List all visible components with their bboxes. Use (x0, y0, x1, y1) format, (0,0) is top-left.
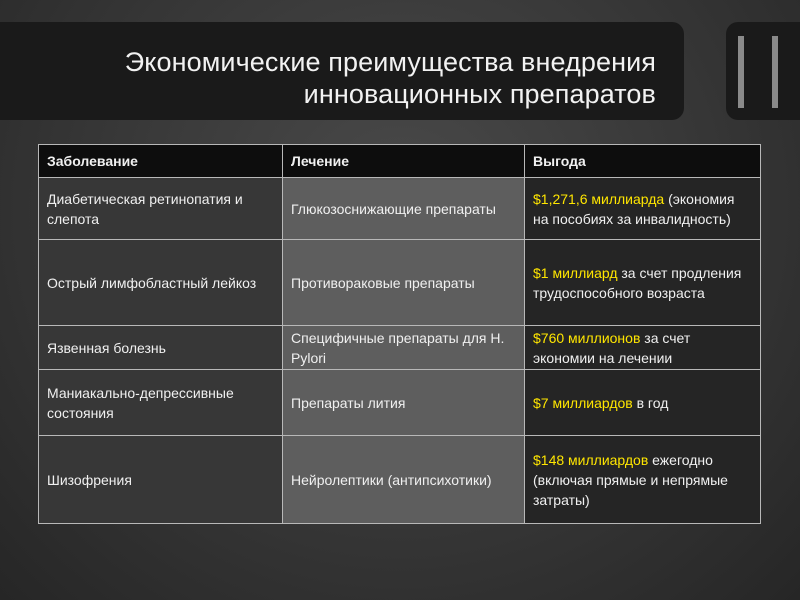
decorative-bars (726, 22, 800, 120)
disease-cell: Маниакально-депрессивные состояния (39, 370, 283, 436)
benefit-note: в год (632, 394, 669, 411)
benefits-table (38, 144, 761, 524)
title-bar (0, 22, 684, 120)
table-row (39, 326, 761, 370)
benefit-cell (525, 370, 761, 436)
disease-cell: Шизофрения (39, 436, 283, 524)
decorative-bar-right (772, 36, 778, 108)
disease-cell: Диабетическая ретинопатия и слепота (39, 178, 283, 240)
benefit-cell (525, 326, 761, 370)
treatment-cell: Препараты лития (283, 370, 525, 436)
table-row (39, 436, 761, 524)
benefit-cell (525, 240, 761, 326)
header-disease: Заболевание (39, 145, 283, 178)
treatment-cell: Противораковые препараты (283, 240, 525, 326)
benefit-note: за счет экономии на лечении (533, 329, 691, 366)
benefit-note: (экономия на пособиях за инвалидность) (533, 190, 735, 227)
header-treatment: Лечение (283, 145, 525, 178)
benefit-cell (525, 436, 761, 524)
disease-cell: Острый лимфобластный лейкоз (39, 240, 283, 326)
benefit-amount: $148 миллиардов (533, 451, 649, 468)
benefit-amount: $760 миллионов (533, 329, 641, 346)
treatment-cell: Глюкозоснижающие препараты (283, 178, 525, 240)
table-row (39, 240, 761, 326)
decorative-bar-left (738, 36, 744, 108)
slide-title-line-2: инновационных препаратов (303, 79, 656, 109)
benefit-amount: $1 миллиард (533, 264, 618, 281)
benefit-cell (525, 178, 761, 240)
benefit-note: ежегодно (включая прямые и непрямые затраты) (533, 451, 728, 508)
table-header-row (39, 145, 761, 178)
treatment-cell: Нейролептики (антипсихотики) (283, 436, 525, 524)
benefit-note: за счет продления трудоспособного возраста (533, 264, 742, 301)
slide-title-line-1: Экономические преимущества внедрения (124, 47, 656, 77)
benefit-amount: $7 миллиардов (533, 394, 633, 411)
header-benefit: Выгода (525, 145, 761, 178)
disease-cell: Язвенная болезнь (39, 326, 283, 370)
treatment-cell: Специфичные препараты для H. Pylori (283, 326, 525, 370)
slide-title (125, 46, 656, 110)
table-row (39, 370, 761, 436)
benefit-amount: $1,271,6 миллиарда (533, 190, 665, 207)
table-row (39, 178, 761, 240)
